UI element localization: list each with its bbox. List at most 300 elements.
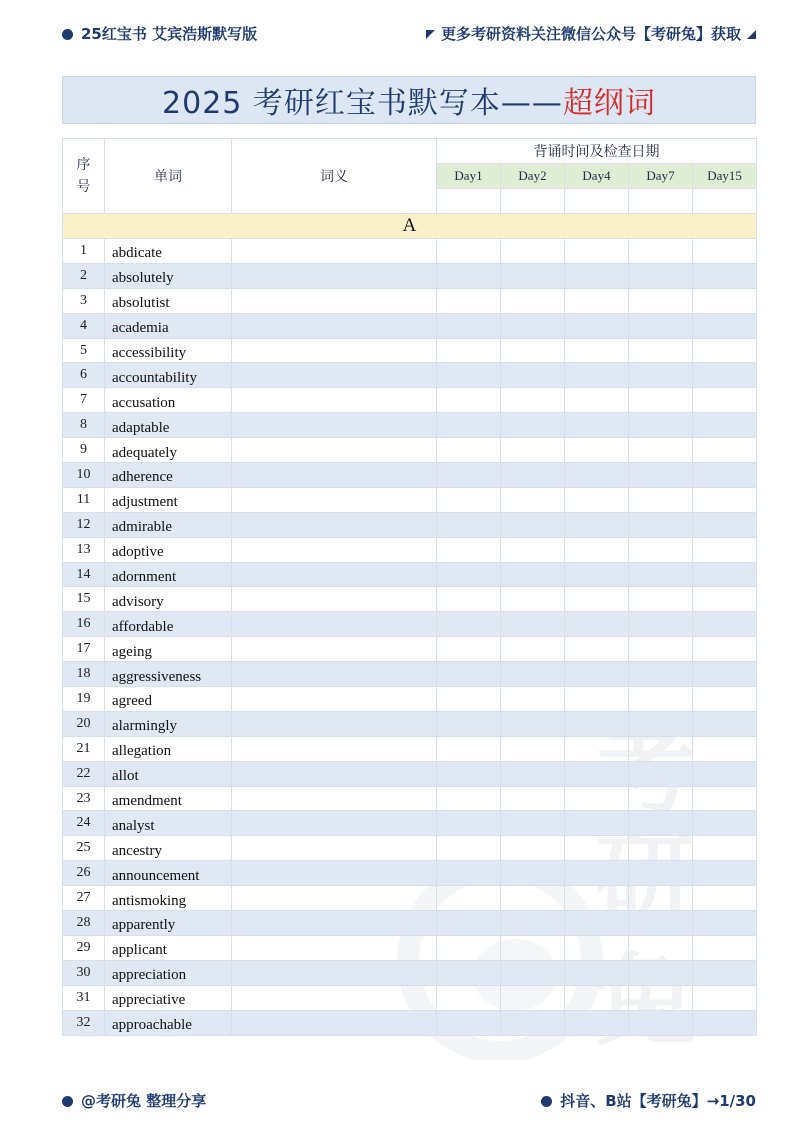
check-cell[interactable] [565,711,629,736]
check-cell[interactable] [501,711,565,736]
check-cell[interactable] [629,463,693,488]
check-cell[interactable] [693,911,757,936]
check-cell[interactable] [565,1010,629,1035]
check-cell[interactable] [437,985,501,1010]
check-cell[interactable] [565,935,629,960]
row-number: 9 [63,438,105,463]
check-cell[interactable] [693,935,757,960]
check-cell[interactable] [437,935,501,960]
check-cell[interactable] [565,487,629,512]
meaning-cell[interactable] [232,886,437,911]
check-cell[interactable] [629,537,693,562]
meaning-cell[interactable] [232,711,437,736]
check-cell[interactable] [629,239,693,264]
meaning-cell[interactable] [232,537,437,562]
check-cell[interactable] [565,512,629,537]
check-cell[interactable] [693,687,757,712]
check-cell[interactable] [501,313,565,338]
row-number: 22 [63,761,105,786]
meaning-cell[interactable] [232,388,437,413]
meaning-cell[interactable] [232,239,437,264]
check-cell[interactable] [693,413,757,438]
row-word: accessibility [105,338,232,363]
table-row [63,960,757,985]
check-cell[interactable] [693,612,757,637]
check-cell[interactable] [693,786,757,811]
check-cell[interactable] [437,960,501,985]
meaning-cell[interactable] [232,637,437,662]
row-word: announcement [105,861,232,886]
check-cell[interactable] [437,487,501,512]
meaning-cell[interactable] [232,836,437,861]
check-cell[interactable] [501,413,565,438]
footer-right-text: 抖音、B站【考研兔】→1/30 [560,1091,756,1110]
row-number: 23 [63,786,105,811]
check-cell[interactable] [437,761,501,786]
check-cell[interactable] [501,935,565,960]
meaning-cell[interactable] [232,861,437,886]
table-row [63,313,757,338]
row-word: analyst [105,811,232,836]
check-cell[interactable] [565,413,629,438]
row-word: adaptable [105,413,232,438]
row-number: 28 [63,911,105,936]
check-cell[interactable] [693,487,757,512]
check-cell[interactable] [629,662,693,687]
corner-triangle-icon [747,30,756,39]
row-number: 14 [63,562,105,587]
check-cell[interactable] [565,861,629,886]
check-cell[interactable] [501,388,565,413]
check-cell[interactable] [693,463,757,488]
table-row [63,711,757,736]
check-cell[interactable] [693,288,757,313]
check-cell[interactable] [565,338,629,363]
row-number: 19 [63,687,105,712]
row-number: 18 [63,662,105,687]
check-cell[interactable] [693,811,757,836]
check-cell[interactable] [501,911,565,936]
row-word: aggressiveness [105,662,232,687]
check-cell[interactable] [629,263,693,288]
check-cell[interactable] [565,438,629,463]
check-cell[interactable] [501,836,565,861]
word-rows [63,239,757,1036]
check-cell[interactable] [565,363,629,388]
row-word: antismoking [105,886,232,911]
meaning-cell[interactable] [232,960,437,985]
table-row [63,537,757,562]
row-word: accountability [105,363,232,388]
col-review-group-header: 背诵时间及检查日期 [437,139,757,164]
check-cell[interactable] [501,363,565,388]
table-row [63,811,757,836]
check-cell[interactable] [437,662,501,687]
check-cell[interactable] [693,711,757,736]
check-cell[interactable] [437,288,501,313]
vocabulary-table [62,138,757,1036]
check-cell[interactable] [437,911,501,936]
footer-right [541,1090,756,1111]
check-cell[interactable] [501,960,565,985]
table-row [63,836,757,861]
check-cell[interactable] [565,239,629,264]
check-cell[interactable] [693,388,757,413]
check-cell[interactable] [693,736,757,761]
check-cell[interactable] [693,637,757,662]
meaning-cell[interactable] [232,363,437,388]
check-cell[interactable] [437,711,501,736]
check-cell[interactable] [629,960,693,985]
row-word: apparently [105,911,232,936]
row-word: appreciation [105,960,232,985]
meaning-cell[interactable] [232,313,437,338]
row-word: approachable [105,1010,232,1035]
check-cell[interactable] [501,736,565,761]
check-cell[interactable] [693,662,757,687]
check-cell[interactable] [501,761,565,786]
check-cell[interactable] [629,985,693,1010]
row-word: allegation [105,736,232,761]
row-word: ageing [105,637,232,662]
check-cell[interactable] [565,537,629,562]
check-cell[interactable] [629,587,693,612]
row-number: 1 [63,239,105,264]
check-cell[interactable] [693,537,757,562]
check-cell[interactable] [693,338,757,363]
check-cell[interactable] [437,438,501,463]
bullet-icon [541,1096,552,1107]
table-row [63,761,757,786]
check-cell[interactable] [501,512,565,537]
meaning-cell[interactable] [232,413,437,438]
table-row [63,388,757,413]
check-cell[interactable] [693,1010,757,1035]
table-row [63,463,757,488]
col-day4-header: Day4 [565,164,629,189]
row-number: 25 [63,836,105,861]
check-cell[interactable] [437,587,501,612]
page-title [62,76,756,124]
meaning-cell[interactable] [232,487,437,512]
check-cell[interactable] [693,239,757,264]
check-cell[interactable] [629,313,693,338]
col-seq-line2: 号 [76,179,91,195]
check-cell[interactable] [437,239,501,264]
check-cell[interactable] [437,537,501,562]
check-cell[interactable] [565,637,629,662]
table-row [63,612,757,637]
table-row [63,687,757,712]
row-number: 20 [63,711,105,736]
check-cell[interactable] [629,911,693,936]
table-row [63,662,757,687]
row-number: 21 [63,736,105,761]
check-cell[interactable] [501,1010,565,1035]
check-cell[interactable] [565,911,629,936]
meaning-cell[interactable] [232,687,437,712]
table-row [63,239,757,264]
check-cell[interactable] [693,985,757,1010]
table-row [63,512,757,537]
check-cell[interactable] [501,487,565,512]
row-word: accusation [105,388,232,413]
check-cell[interactable] [501,338,565,363]
row-number: 2 [63,263,105,288]
check-cell[interactable] [693,960,757,985]
check-cell[interactable] [629,1010,693,1035]
meaning-cell[interactable] [232,911,437,936]
check-cell[interactable] [565,687,629,712]
check-cell[interactable] [501,811,565,836]
check-cell[interactable] [437,313,501,338]
meaning-cell[interactable] [232,463,437,488]
row-number: 16 [63,612,105,637]
row-word: allot [105,761,232,786]
check-cell[interactable] [629,861,693,886]
table-row [63,263,757,288]
table-row [63,786,757,811]
check-cell[interactable] [565,985,629,1010]
check-cell[interactable] [629,935,693,960]
check-cell[interactable] [629,562,693,587]
table-row [63,587,757,612]
meaning-cell[interactable] [232,438,437,463]
date-cell[interactable] [501,189,565,214]
watermark-char-3: 兔 [596,941,696,1059]
check-cell[interactable] [437,413,501,438]
check-cell[interactable] [565,786,629,811]
page-header [62,22,756,44]
meaning-cell[interactable] [232,662,437,687]
meaning-cell[interactable] [232,562,437,587]
check-cell[interactable] [501,861,565,886]
check-cell[interactable] [629,687,693,712]
check-cell[interactable] [629,711,693,736]
row-number: 29 [63,935,105,960]
check-cell[interactable] [565,736,629,761]
header-left-text: 25红宝书 艾宾浩斯默写版 [81,24,258,43]
check-cell[interactable] [629,338,693,363]
check-cell[interactable] [501,637,565,662]
header-row-1 [63,139,757,164]
check-cell[interactable] [693,313,757,338]
check-cell[interactable] [693,587,757,612]
check-cell[interactable] [437,512,501,537]
row-number: 13 [63,537,105,562]
footer-left [62,1090,206,1111]
check-cell[interactable] [437,836,501,861]
meaning-cell[interactable] [232,612,437,637]
meaning-cell[interactable] [232,935,437,960]
check-cell[interactable] [501,662,565,687]
check-cell[interactable] [693,263,757,288]
check-cell[interactable] [437,263,501,288]
check-cell[interactable] [501,263,565,288]
row-word: affordable [105,612,232,637]
page-footer [62,1089,756,1111]
check-cell[interactable] [437,811,501,836]
check-cell[interactable] [437,736,501,761]
check-cell[interactable] [437,687,501,712]
table-row [63,886,757,911]
row-number: 31 [63,985,105,1010]
meaning-cell[interactable] [232,288,437,313]
bullet-icon [62,1096,73,1107]
date-cell[interactable] [693,189,757,214]
col-day1-header: Day1 [437,164,501,189]
table-row [63,911,757,936]
date-cell[interactable] [629,189,693,214]
row-word: alarmingly [105,711,232,736]
row-word: academia [105,313,232,338]
check-cell[interactable] [437,886,501,911]
table-row [63,985,757,1010]
table-row [63,438,757,463]
col-meaning-header: 词义 [232,139,437,214]
check-cell[interactable] [693,363,757,388]
row-number: 32 [63,1010,105,1035]
footer-left-text: @考研兔 整理分享 [81,1091,207,1110]
meaning-cell[interactable] [232,587,437,612]
check-cell[interactable] [437,612,501,637]
check-cell[interactable] [501,687,565,712]
row-number: 26 [63,861,105,886]
check-cell[interactable] [693,512,757,537]
check-cell[interactable] [501,537,565,562]
check-cell[interactable] [501,985,565,1010]
check-cell[interactable] [501,886,565,911]
table-row [63,861,757,886]
row-word: adoptive [105,537,232,562]
check-cell[interactable] [437,338,501,363]
check-cell[interactable] [565,388,629,413]
check-cell[interactable] [501,786,565,811]
check-cell[interactable] [565,587,629,612]
check-cell[interactable] [437,562,501,587]
check-cell[interactable] [693,562,757,587]
row-number: 27 [63,886,105,911]
check-cell[interactable] [693,438,757,463]
col-seq-line1: 序 [76,157,91,173]
meaning-cell[interactable] [232,736,437,761]
check-cell[interactable] [629,438,693,463]
meaning-cell[interactable] [232,985,437,1010]
check-cell[interactable] [629,363,693,388]
check-cell[interactable] [693,886,757,911]
row-word: ancestry [105,836,232,861]
corner-triangle-icon [426,30,435,39]
check-cell[interactable] [501,562,565,587]
check-cell[interactable] [565,886,629,911]
check-cell[interactable] [629,388,693,413]
check-cell[interactable] [693,861,757,886]
row-number: 30 [63,960,105,985]
check-cell[interactable] [629,736,693,761]
row-number: 8 [63,413,105,438]
row-number: 3 [63,288,105,313]
check-cell[interactable] [501,239,565,264]
meaning-cell[interactable] [232,811,437,836]
check-cell[interactable] [629,512,693,537]
meaning-cell[interactable] [232,263,437,288]
header-right [426,23,756,44]
check-cell[interactable] [629,761,693,786]
check-cell[interactable] [629,612,693,637]
check-cell[interactable] [693,836,757,861]
meaning-cell[interactable] [232,338,437,363]
row-word: admirable [105,512,232,537]
row-word: absolutist [105,288,232,313]
letter-section-row [63,214,757,239]
check-cell[interactable] [565,288,629,313]
date-cell[interactable] [565,189,629,214]
meaning-cell[interactable] [232,761,437,786]
check-cell[interactable] [501,288,565,313]
row-number: 4 [63,313,105,338]
row-number: 7 [63,388,105,413]
meaning-cell[interactable] [232,1010,437,1035]
check-cell[interactable] [437,786,501,811]
check-cell[interactable] [565,662,629,687]
meaning-cell[interactable] [232,512,437,537]
check-cell[interactable] [565,562,629,587]
row-number: 5 [63,338,105,363]
check-cell[interactable] [629,637,693,662]
check-cell[interactable] [629,836,693,861]
table-row [63,288,757,313]
check-cell[interactable] [565,836,629,861]
table-row [63,935,757,960]
row-number: 17 [63,637,105,662]
table-row [63,413,757,438]
meaning-cell[interactable] [232,786,437,811]
check-cell[interactable] [437,1010,501,1035]
check-cell[interactable] [501,438,565,463]
col-day2-header: Day2 [501,164,565,189]
check-cell[interactable] [629,786,693,811]
check-cell[interactable] [629,487,693,512]
check-cell[interactable] [565,761,629,786]
check-cell[interactable] [565,811,629,836]
check-cell[interactable] [501,612,565,637]
check-cell[interactable] [629,811,693,836]
check-cell[interactable] [565,463,629,488]
table-row [63,736,757,761]
check-cell[interactable] [629,413,693,438]
check-cell[interactable] [565,612,629,637]
table-row [63,562,757,587]
check-cell[interactable] [565,263,629,288]
check-cell[interactable] [629,288,693,313]
row-word: absolutely [105,263,232,288]
check-cell[interactable] [501,463,565,488]
check-cell[interactable] [437,637,501,662]
check-cell[interactable] [693,761,757,786]
check-cell[interactable] [565,960,629,985]
row-word: applicant [105,935,232,960]
date-cell[interactable] [437,189,501,214]
check-cell[interactable] [437,388,501,413]
check-cell[interactable] [437,861,501,886]
table-row [63,637,757,662]
check-cell[interactable] [501,587,565,612]
check-cell[interactable] [437,463,501,488]
row-number: 10 [63,463,105,488]
check-cell[interactable] [565,313,629,338]
check-cell[interactable] [437,363,501,388]
check-cell[interactable] [629,886,693,911]
